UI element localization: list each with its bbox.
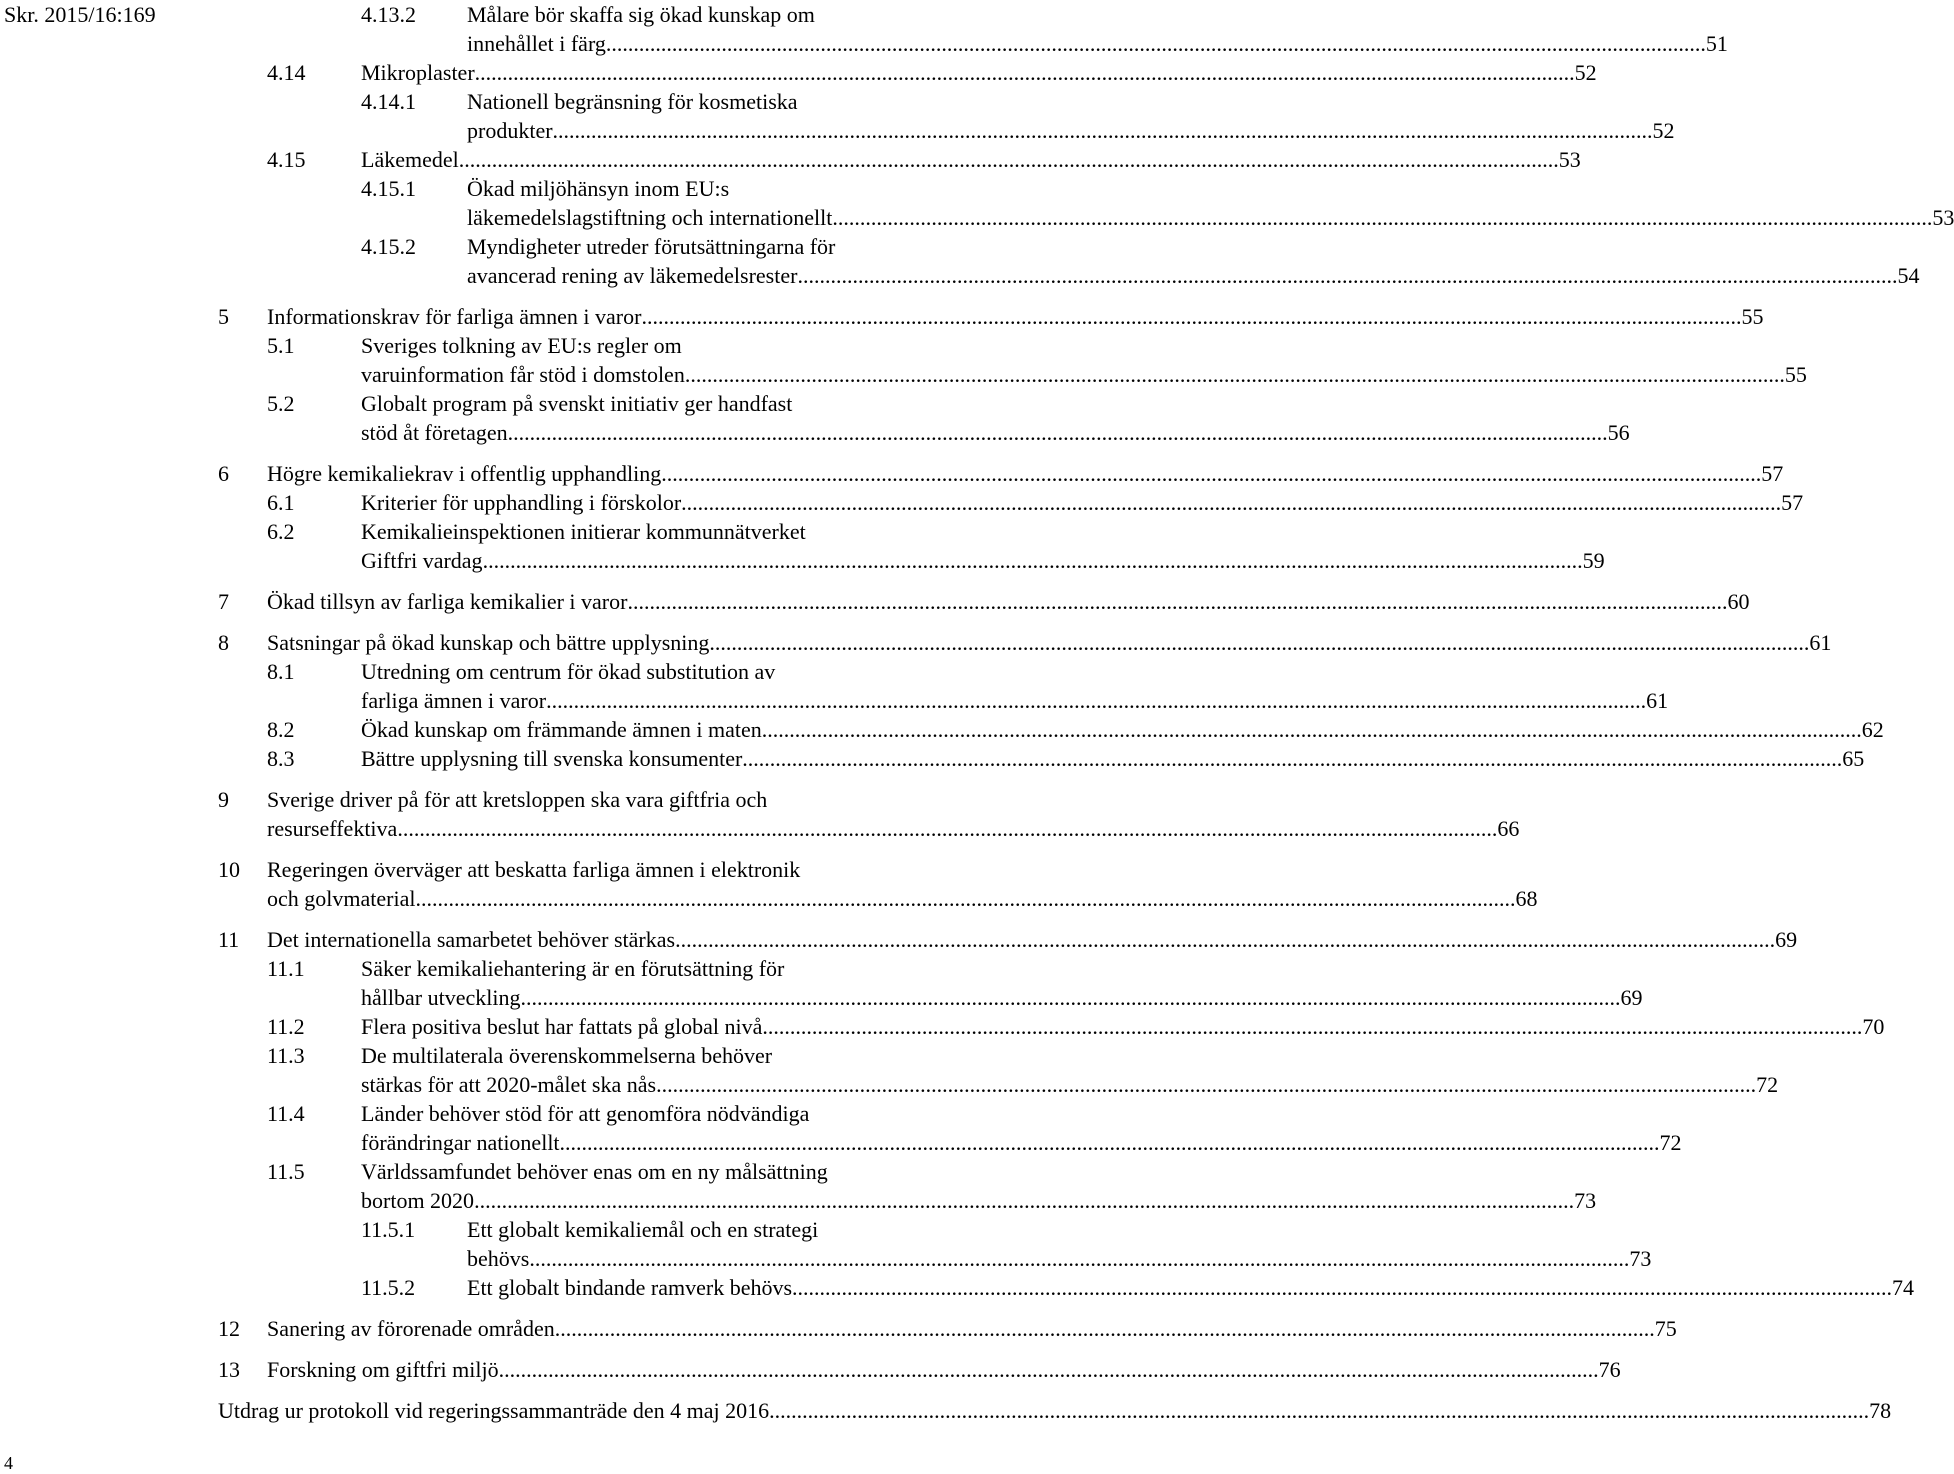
dot-leader <box>656 1070 1756 1099</box>
toc-entry-title: Läkemedel <box>361 147 459 172</box>
toc-entry-page: 51 <box>1705 31 1728 56</box>
dot-leader <box>762 1012 1862 1041</box>
dot-leader <box>474 1186 1574 1215</box>
toc-entry[interactable] <box>218 302 1764 331</box>
toc-entry[interactable] <box>218 145 1581 174</box>
toc-entry-number: 4.14.1 <box>361 89 416 114</box>
dot-leader <box>520 983 1620 1012</box>
toc-entry-number: 12 <box>218 1316 240 1341</box>
toc-entry[interactable] <box>218 1041 1779 1099</box>
toc-entry-page: 72 <box>1659 1130 1682 1155</box>
toc-entry-title: Flera positiva beslut har fattats på global nivå <box>361 1014 763 1039</box>
toc-entry-title: Kemikalieinspektionen initierar kommunnätverket <box>361 519 806 544</box>
toc-entry-number: 11.5.2 <box>361 1275 416 1300</box>
toc-entry-title: Kriterier för upphandling i förskolor <box>361 490 682 515</box>
toc-entry-number: 13 <box>218 1357 240 1382</box>
toc-entry-number: 11 <box>218 927 240 952</box>
toc-entry-number: 4.15.2 <box>361 234 416 259</box>
dot-leader <box>832 203 1932 232</box>
dot-leader <box>681 488 1781 517</box>
dot-leader <box>553 116 1653 145</box>
dot-leader <box>459 145 1559 174</box>
dot-leader <box>762 715 1862 744</box>
toc-entry[interactable] <box>218 331 1807 389</box>
toc-entry[interactable] <box>218 657 1669 715</box>
toc-entry-number: 8.3 <box>267 746 295 771</box>
toc-entry-number: 4.15.1 <box>361 176 416 201</box>
dot-leader <box>397 814 1497 843</box>
toc-entry[interactable] <box>218 232 1920 290</box>
toc-entry-title: Länder behöver stöd för att genomföra nödvändiga <box>361 1101 810 1126</box>
toc-entry-title: resurseffektiva <box>267 816 398 841</box>
dot-leader <box>555 1314 1655 1343</box>
toc-entry-title: Regeringen överväger att beskatta farliga ämnen i elektronik <box>267 857 801 882</box>
toc-entry-number: 4.15 <box>267 147 306 172</box>
dot-leader <box>560 1128 1660 1157</box>
toc-entry-title: innehållet i färg <box>467 31 606 56</box>
toc-entry[interactable] <box>218 744 1865 773</box>
toc-entry-page: 65 <box>1842 746 1865 771</box>
toc-entry[interactable] <box>218 389 1630 447</box>
toc-entry-page: 68 <box>1515 886 1538 911</box>
toc-entry-number: 4.14 <box>267 60 306 85</box>
page-number: 4 <box>4 1453 13 1473</box>
toc-entry-title: Utdrag ur protokoll vid regeringssammanträde den 4 maj 2016 <box>218 1398 770 1423</box>
toc-entry-title: Nationell begränsning för kosmetiska <box>467 89 798 114</box>
toc-entry-page: 54 <box>1897 263 1920 288</box>
toc-entry-number: 8 <box>218 630 229 655</box>
dot-leader <box>508 418 1608 447</box>
toc-entry-title: stöd åt företagen <box>361 420 508 445</box>
toc-entry-title: Giftfri vardag <box>361 548 483 573</box>
dot-leader <box>475 58 1575 87</box>
toc-entry-title: Satsningar på ökad kunskap och bättre upplysning <box>267 630 710 655</box>
dot-leader <box>529 1244 1629 1273</box>
toc-entry[interactable] <box>218 1099 1682 1157</box>
toc-entry-page: 69 <box>1620 985 1643 1010</box>
toc-entry[interactable] <box>218 87 1675 145</box>
toc-entry-page: 55 <box>1741 304 1764 329</box>
toc-entry-page: 61 <box>1809 630 1832 655</box>
dot-leader <box>546 686 1646 715</box>
toc-entry[interactable] <box>218 1314 1677 1343</box>
toc-entry-page: 78 <box>1869 1398 1892 1423</box>
dot-leader <box>797 261 1897 290</box>
toc-entry-number: 5.2 <box>267 391 295 416</box>
dot-leader <box>685 360 1785 389</box>
toc-entry-page: 62 <box>1861 717 1884 742</box>
toc-entry-title: produkter <box>467 118 553 143</box>
toc-entry-page: 69 <box>1775 927 1798 952</box>
toc-entry-number: 6.1 <box>267 490 295 515</box>
toc-entry-title: Det internationella samarbetet behöver stärkas <box>267 927 676 952</box>
table-of-contents <box>218 0 1954 1425</box>
toc-entry[interactable] <box>218 1355 1621 1384</box>
toc-entry-page: 75 <box>1654 1316 1677 1341</box>
running-header: Skr. 2015/16:169 <box>4 2 156 27</box>
toc-entry-page: 56 <box>1607 420 1630 445</box>
toc-entry-title: Målare bör skaffa sig ökad kunskap om <box>467 2 815 27</box>
toc-entry[interactable] <box>218 1396 1892 1425</box>
toc-entry-page: 57 <box>1781 490 1804 515</box>
toc-entry-title: Högre kemikaliekrav i offentlig upphandling <box>267 461 662 486</box>
toc-entry-title: hållbar utveckling <box>361 985 521 1010</box>
toc-entry-page: 53 <box>1558 147 1581 172</box>
toc-entry-title: stärkas för att 2020-målet ska nås <box>361 1072 657 1097</box>
toc-entry-title: Forskning om giftfri miljö <box>267 1357 499 1382</box>
toc-entry[interactable] <box>218 0 1728 58</box>
toc-entry-title: De multilaterala överenskommelserna behöver <box>361 1043 773 1068</box>
toc-entry-title: förändringar nationellt <box>361 1130 560 1155</box>
toc-entry-page: 59 <box>1582 548 1605 573</box>
toc-entry-number: 11.1 <box>267 956 305 981</box>
toc-entry-title: Bättre upplysning till svenska konsumenter <box>361 746 743 771</box>
toc-entry-page: 55 <box>1784 362 1807 387</box>
toc-entry-page: 70 <box>1862 1014 1885 1039</box>
toc-entry-title: Utredning om centrum för ökad substitution av <box>361 659 776 684</box>
toc-entry[interactable] <box>218 1273 1915 1302</box>
toc-entry-title: Globalt program på svenskt initiativ ger handfast <box>361 391 793 416</box>
toc-entry[interactable] <box>218 715 1884 744</box>
toc-entry-page: 53 <box>1932 205 1954 230</box>
dot-leader <box>769 1396 1869 1425</box>
toc-entry-title: Ett globalt bindande ramverk behövs <box>467 1275 793 1300</box>
dot-leader <box>483 546 1583 575</box>
toc-entry-title: Myndigheter utreder förutsättningarna för <box>467 234 836 259</box>
toc-entry-title: bortom 2020 <box>361 1188 475 1213</box>
toc-entry-title: Ett globalt kemikaliemål och en strategi <box>467 1217 819 1242</box>
toc-entry-page: 73 <box>1574 1188 1597 1213</box>
toc-entry-number: 11.4 <box>267 1101 305 1126</box>
toc-entry-number: 11.2 <box>267 1014 305 1039</box>
toc-entry[interactable] <box>218 1157 1597 1215</box>
toc-entry-title: varuinformation får stöd i domstolen <box>361 362 685 387</box>
toc-entry-title: Sverige driver på för att kretsloppen ska vara giftfria och <box>267 787 768 812</box>
toc-entry[interactable] <box>218 517 1605 575</box>
toc-entry[interactable] <box>218 925 1798 954</box>
toc-entry-title: Säker kemikaliehantering är en förutsättning för <box>361 956 785 981</box>
toc-entry-number: 7 <box>218 589 229 614</box>
toc-entry-page: 60 <box>1727 589 1750 614</box>
dot-leader <box>661 459 1761 488</box>
toc-entry-page: 66 <box>1497 816 1520 841</box>
toc-entry[interactable] <box>218 855 1538 913</box>
toc-entry-number: 5 <box>218 304 229 329</box>
toc-entry-title: Mikroplaster <box>361 60 475 85</box>
toc-entry[interactable] <box>218 587 1750 616</box>
dot-leader <box>606 29 1706 58</box>
toc-entry-page: 52 <box>1652 118 1675 143</box>
toc-entry-title: Ökad miljöhänsyn inom EU:s <box>467 176 730 201</box>
toc-entry[interactable] <box>218 58 1597 87</box>
toc-entry-title: farliga ämnen i varor <box>361 688 547 713</box>
toc-entry-number: 9 <box>218 787 229 812</box>
toc-entry-page: 52 <box>1574 60 1597 85</box>
toc-entry-title: Världssamfundet behöver enas om en ny målsättning <box>361 1159 828 1184</box>
dot-leader <box>499 1355 1599 1384</box>
toc-entry-number: 6 <box>218 461 229 486</box>
dot-leader <box>627 587 1727 616</box>
toc-entry-page: 72 <box>1756 1072 1779 1097</box>
toc-entry-title: Ökad kunskap om främmande ämnen i maten <box>361 717 762 742</box>
toc-entry[interactable] <box>218 1215 1652 1273</box>
toc-entry-title: Informationskrav för farliga ämnen i varor <box>267 304 642 329</box>
toc-entry-title: behövs <box>467 1246 530 1271</box>
toc-entry-number: 8.1 <box>267 659 295 684</box>
toc-entry-number: 5.1 <box>267 333 295 358</box>
toc-entry-number: 4.13.2 <box>361 2 416 27</box>
toc-entry-page: 74 <box>1892 1275 1915 1300</box>
toc-entry-number: 11.5 <box>267 1159 305 1184</box>
dot-leader <box>641 302 1741 331</box>
toc-entry-page: 57 <box>1761 461 1784 486</box>
toc-entry[interactable] <box>218 954 1643 1012</box>
toc-entry-title: Ökad tillsyn av farliga kemikalier i varor <box>267 589 628 614</box>
dot-leader <box>675 925 1775 954</box>
toc-entry-title: Sveriges tolkning av EU:s regler om <box>361 333 682 358</box>
toc-entry[interactable] <box>218 459 1784 488</box>
toc-entry-number: 11.5.1 <box>361 1217 416 1242</box>
toc-entry-page: 73 <box>1629 1246 1652 1271</box>
toc-entry[interactable] <box>218 785 1520 843</box>
toc-entry-page: 76 <box>1598 1357 1621 1382</box>
dot-leader <box>415 884 1515 913</box>
toc-entry-page: 61 <box>1646 688 1669 713</box>
toc-entry-title: och golvmaterial <box>267 886 416 911</box>
toc-entry-title: avancerad rening av läkemedelsrester <box>467 263 798 288</box>
toc-entry-number: 11.3 <box>267 1043 305 1068</box>
toc-entry[interactable] <box>218 628 1832 657</box>
dot-leader <box>742 744 1842 773</box>
toc-entry[interactable] <box>218 174 1954 232</box>
toc-entry-number: 6.2 <box>267 519 295 544</box>
toc-entry-title: läkemedelslagstiftning och internationellt <box>467 205 833 230</box>
dot-leader <box>792 1273 1892 1302</box>
dot-leader <box>709 628 1809 657</box>
toc-entry-number: 10 <box>218 857 240 882</box>
toc-entry-title: Sanering av förorenade områden <box>267 1316 555 1341</box>
toc-entry[interactable] <box>218 488 1804 517</box>
toc-entry-number: 8.2 <box>267 717 295 742</box>
toc-entry[interactable] <box>218 1012 1885 1041</box>
